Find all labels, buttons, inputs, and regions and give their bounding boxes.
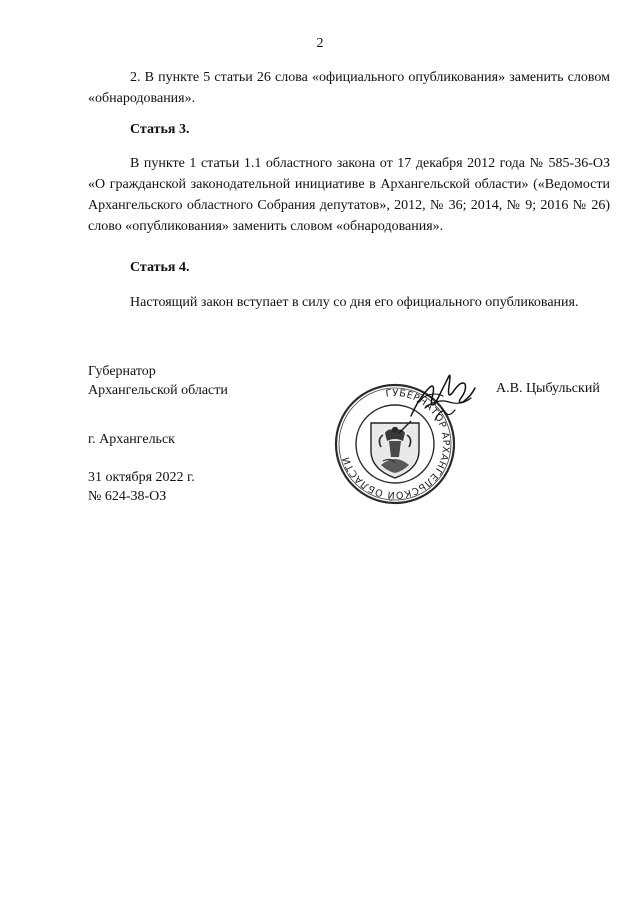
law-number: № 624-38-ОЗ (88, 489, 167, 504)
svg-text:ГУБЕРНАТОР АРХАНГЕЛЬСКОЙ ОБЛАС: ГУБЕРНАТОР АРХАНГЕЛЬСКОЙ ОБЛАСТИ (340, 387, 452, 501)
signer-name: А.В. Цыбульский (496, 381, 600, 396)
law-date: 31 октября 2022 г. (88, 470, 195, 485)
signer-position-line1: Губернатор (88, 364, 156, 379)
signature-mark (405, 368, 485, 435)
article-3-heading: Статья 3. (130, 122, 190, 137)
article-4-heading: Статья 4. (130, 260, 190, 275)
article-3-paragraph: В пункте 1 статьи 1.1 областного закона от 17 декабря 2012 года № 585-36-ОЗ «О гражданской законодательной инициативе в Архангельской области» («Ведомости Архангельского областного Собрания депутатов», 2012, № 36; 2014, № 9; 2016 № 26) слово «опубликования» заменить словом «обнародования». (88, 156, 610, 234)
page-number: 2 (316, 36, 324, 51)
signature-icon (405, 368, 485, 430)
item-2-paragraph: 2. В пункте 5 статьи 26 слова «официального опубликования» заменить словом «обнародования». (88, 70, 610, 106)
signer-position-line2: Архангельской области (88, 383, 228, 398)
city-line: г. Архангельск (88, 432, 175, 447)
article-4-paragraph: Настоящий закон вступает в силу со дня его официального опубликования. (130, 295, 579, 310)
